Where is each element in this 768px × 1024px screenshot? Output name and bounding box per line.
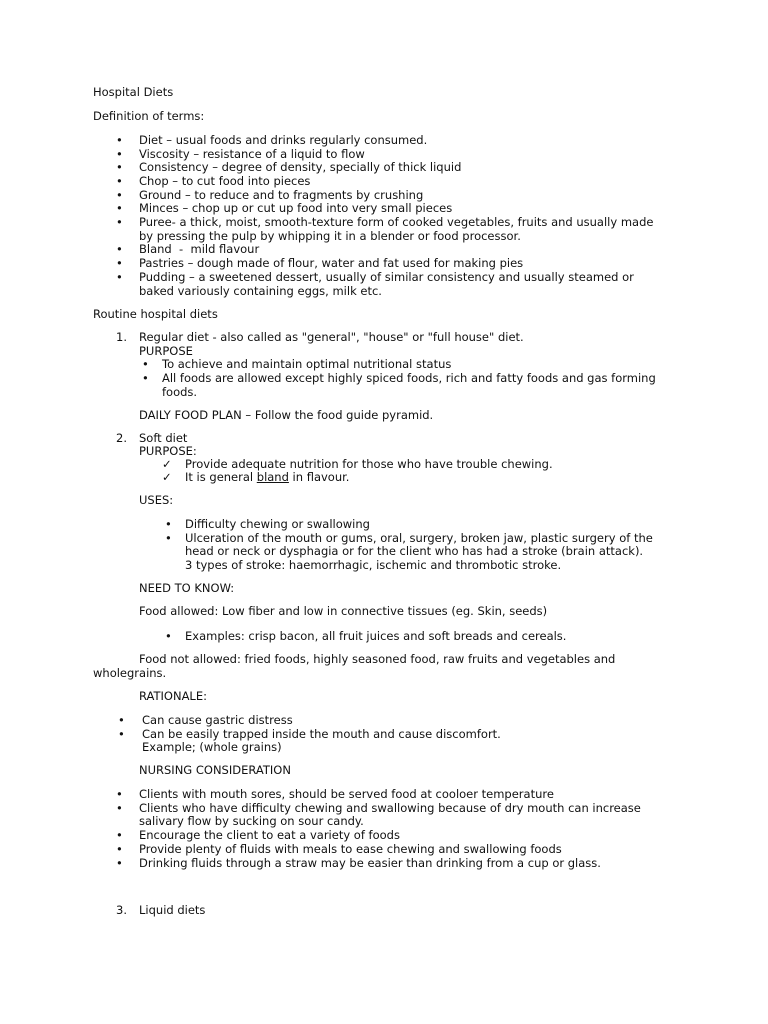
nursing-label: NURSING CONSIDERATION xyxy=(139,763,291,777)
list-item: Viscosity – resistance of a liquid to flow xyxy=(139,147,365,161)
list-item-continuation: by pressing the pulp by whipping it in a blender or food processor. xyxy=(139,229,521,243)
list-item: Chop – to cut food into pieces xyxy=(139,174,311,188)
list-item: Pastries – dough made of flour, water and fat used for making pies xyxy=(139,256,524,270)
rationale-label: RATIONALE: xyxy=(139,689,207,703)
section-title: Soft diet xyxy=(139,431,188,445)
list-item xyxy=(185,471,349,485)
bullet-icon: • xyxy=(116,201,123,215)
daily-food-plan: DAILY FOOD PLAN – Follow the food guide pyramid. xyxy=(139,408,434,422)
doc-title: Hospital Diets xyxy=(93,85,174,99)
definition-heading: Definition of terms: xyxy=(93,109,205,123)
text-run: in flavour. xyxy=(288,470,350,484)
list-item: To achieve and maintain optimal nutritional status xyxy=(162,357,452,371)
bullet-icon: • xyxy=(142,357,149,371)
bullet-icon: • xyxy=(116,147,123,161)
list-item: Can cause gastric distress xyxy=(142,713,293,727)
section-title: Regular diet - also called as "general", "house" or "full house" diet. xyxy=(139,330,524,344)
list-item-continuation: baked variously containing eggs, milk etc. xyxy=(139,284,382,298)
bullet-icon: • xyxy=(116,801,123,815)
list-item: Provide plenty of fluids with meals to ease chewing and swallowing foods xyxy=(139,842,562,856)
food-not-allowed-continuation: wholegrains. xyxy=(93,666,167,680)
bullet-icon: • xyxy=(118,713,125,727)
section-title: Liquid diets xyxy=(139,903,206,917)
list-item: Bland - mild flavour xyxy=(139,242,260,256)
list-item: All foods are allowed except highly spiced foods, rich and fatty foods and gas forming xyxy=(162,371,656,385)
bullet-icon: • xyxy=(116,787,123,801)
bullet-icon: • xyxy=(116,256,123,270)
list-item: Clients who have difficulty chewing and swallowing because of dry mouth can increase xyxy=(139,801,641,815)
bullet-icon: • xyxy=(165,531,172,545)
list-item: Minces – chop up or cut up food into very small pieces xyxy=(139,201,453,215)
bullet-icon: • xyxy=(116,856,123,870)
bullet-icon: • xyxy=(116,160,123,174)
bullet-icon: • xyxy=(118,727,125,741)
list-item: Ulceration of the mouth or gums, oral, surgery, broken jaw, plastic surgery of the xyxy=(185,531,653,545)
list-item: Ground – to reduce and to fragments by crushing xyxy=(139,188,424,202)
check-icon: ✓ xyxy=(162,470,172,484)
underlined-term: bland xyxy=(256,470,289,484)
text-run: It is general xyxy=(185,470,257,484)
uses-label: USES: xyxy=(139,493,174,507)
list-item-continuation: 3 types of stroke: haemorrhagic, ischemic and thrombotic stroke. xyxy=(185,558,562,572)
list-item: Puree- a thick, moist, smooth-texture form of cooked vegetables, fruits and usually made xyxy=(139,215,654,229)
list-item-continuation: salivary flow by sucking on sour candy. xyxy=(139,814,364,828)
need-to-know-label: NEED TO KNOW: xyxy=(139,581,235,595)
section-number: 3. xyxy=(116,903,127,917)
list-item: Consistency – degree of density, specially of thick liquid xyxy=(139,160,462,174)
bullet-icon: • xyxy=(142,371,149,385)
bullet-icon: • xyxy=(116,270,123,284)
list-item: Clients with mouth sores, should be served food at cooloer temperature xyxy=(139,787,554,801)
list-item: Examples: crisp bacon, all fruit juices and soft breads and cereals. xyxy=(185,629,567,643)
bullet-icon: • xyxy=(116,188,123,202)
purpose-label: PURPOSE: xyxy=(139,444,197,458)
section-number: 2. xyxy=(116,431,127,445)
bullet-icon: • xyxy=(116,828,123,842)
list-item: Drinking fluids through a straw may be easier than drinking from a cup or glass. xyxy=(139,856,601,870)
list-item-continuation: Example; (whole grains) xyxy=(142,740,282,754)
bullet-icon: • xyxy=(116,133,123,147)
list-item: Encourage the client to eat a variety of foods xyxy=(139,828,400,842)
list-item: Provide adequate nutrition for those who have trouble chewing. xyxy=(185,457,553,471)
list-item-continuation: head or neck or dysphagia or for the client who has had a stroke (brain attack). xyxy=(185,544,644,558)
list-item-continuation: foods. xyxy=(162,385,198,399)
list-item: Diet – usual foods and drinks regularly consumed. xyxy=(139,133,428,147)
bullet-icon: • xyxy=(116,215,123,229)
purpose-label: PURPOSE xyxy=(139,344,193,358)
list-item: Pudding – a sweetened dessert, usually of similar consistency and usually steamed or xyxy=(139,270,634,284)
food-allowed: Food allowed: Low fiber and low in connective tissues (eg. Skin, seeds) xyxy=(139,604,548,618)
routine-heading: Routine hospital diets xyxy=(93,307,218,321)
list-item: Difficulty chewing or swallowing xyxy=(185,517,370,531)
list-item: Can be easily trapped inside the mouth and cause discomfort. xyxy=(142,727,501,741)
section-number: 1. xyxy=(116,330,127,344)
bullet-icon: • xyxy=(116,174,123,188)
bullet-icon: • xyxy=(116,842,123,856)
food-not-allowed: Food not allowed: fried foods, highly seasoned food, raw fruits and vegetables and xyxy=(139,652,616,666)
bullet-icon: • xyxy=(165,517,172,531)
bullet-icon: • xyxy=(116,242,123,256)
check-icon: ✓ xyxy=(162,457,172,471)
bullet-icon: • xyxy=(165,629,172,643)
